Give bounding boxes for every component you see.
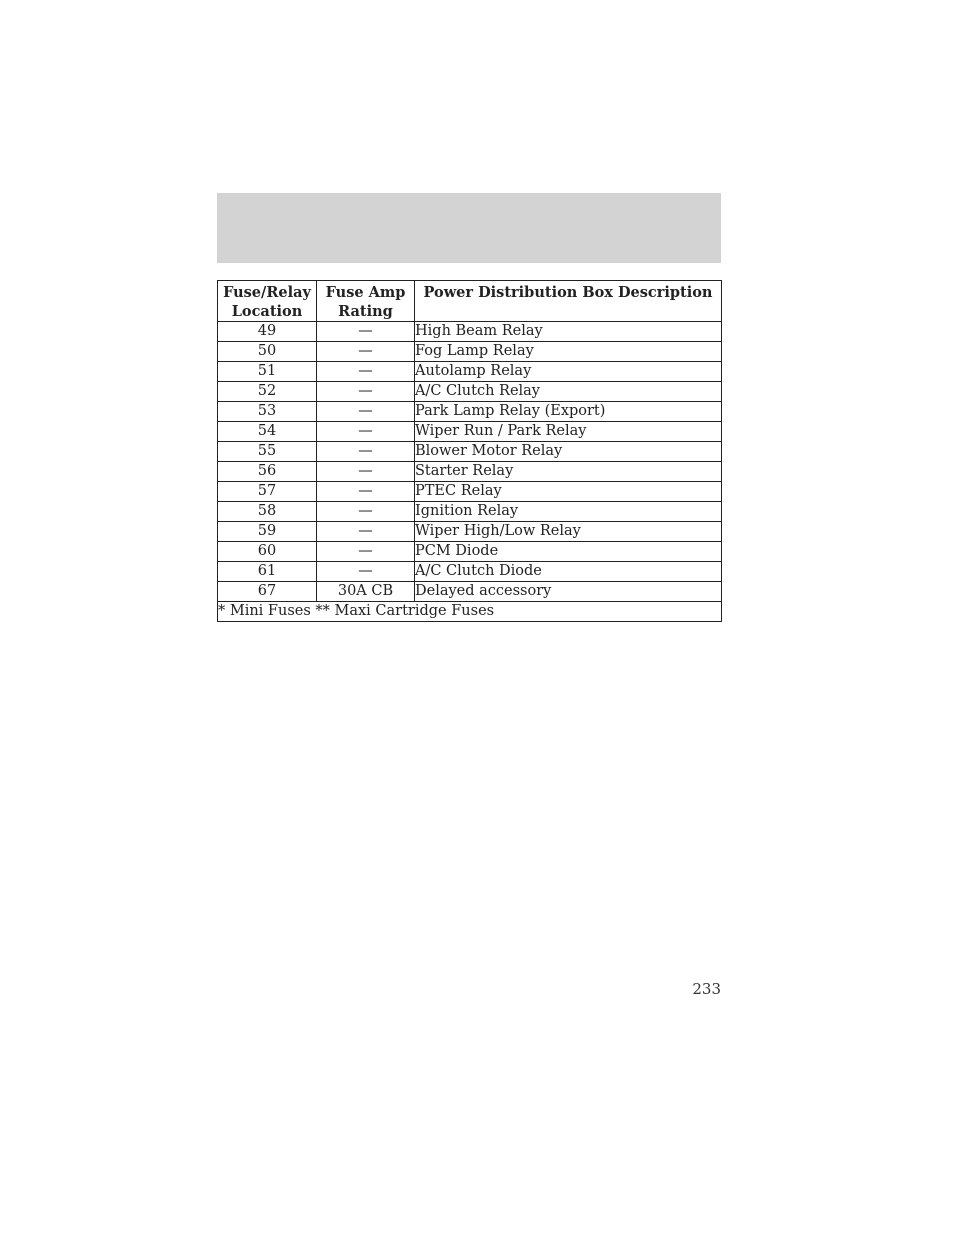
description-cell: A/C Clutch Diode [415, 562, 722, 582]
location-cell: 60 [218, 542, 317, 562]
table-row [218, 322, 722, 342]
amp-rating-cell: — [317, 482, 415, 502]
location-cell: 61 [218, 562, 317, 582]
section-header-band [217, 193, 721, 263]
table-row [218, 462, 722, 482]
description-cell: Autolamp Relay [415, 362, 722, 382]
description-cell: Fog Lamp Relay [415, 342, 722, 362]
location-cell: 50 [218, 342, 317, 362]
column-header-description: Power Distribution Box Description [415, 281, 722, 322]
location-cell: 56 [218, 462, 317, 482]
description-cell: Blower Motor Relay [415, 442, 722, 462]
location-cell: 59 [218, 522, 317, 542]
table-row [218, 382, 722, 402]
location-cell: 49 [218, 322, 317, 342]
description-cell: A/C Clutch Relay [415, 382, 722, 402]
table-row [218, 482, 722, 502]
location-cell: 51 [218, 362, 317, 382]
table-footnote-row [218, 602, 722, 622]
location-cell: 57 [218, 482, 317, 502]
description-cell: Park Lamp Relay (Export) [415, 402, 722, 422]
fuse-relay-table [217, 280, 722, 622]
amp-rating-cell: — [317, 502, 415, 522]
location-cell: 54 [218, 422, 317, 442]
description-cell: Starter Relay [415, 462, 722, 482]
amp-rating-cell: — [317, 322, 415, 342]
column-header-amp-rating: Fuse Amp Rating [317, 281, 415, 322]
amp-rating-cell: — [317, 422, 415, 442]
amp-rating-cell: — [317, 362, 415, 382]
column-header-location: Fuse/Relay Location [218, 281, 317, 322]
location-cell: 53 [218, 402, 317, 422]
table-row [218, 422, 722, 442]
table-row [218, 502, 722, 522]
table-footnote: * Mini Fuses ** Maxi Cartridge Fuses [218, 602, 722, 622]
table-row [218, 582, 722, 602]
amp-rating-cell: — [317, 342, 415, 362]
table-header-row [218, 281, 722, 322]
table-row [218, 342, 722, 362]
location-cell: 58 [218, 502, 317, 522]
amp-rating-cell: 30A CB [317, 582, 415, 602]
description-cell: Delayed accessory [415, 582, 722, 602]
amp-rating-cell: — [317, 442, 415, 462]
page-number: 233 [692, 980, 721, 998]
table-row [218, 362, 722, 382]
location-cell: 55 [218, 442, 317, 462]
table-row [218, 442, 722, 462]
description-cell: Wiper Run / Park Relay [415, 422, 722, 442]
table-row [218, 522, 722, 542]
table-row [218, 542, 722, 562]
amp-rating-cell: — [317, 542, 415, 562]
description-cell: Wiper High/Low Relay [415, 522, 722, 542]
amp-rating-cell: — [317, 382, 415, 402]
amp-rating-cell: — [317, 562, 415, 582]
description-cell: PCM Diode [415, 542, 722, 562]
table-row [218, 562, 722, 582]
amp-rating-cell: — [317, 402, 415, 422]
amp-rating-cell: — [317, 462, 415, 482]
description-cell: Ignition Relay [415, 502, 722, 522]
table-row [218, 402, 722, 422]
location-cell: 52 [218, 382, 317, 402]
location-cell: 67 [218, 582, 317, 602]
description-cell: PTEC Relay [415, 482, 722, 502]
amp-rating-cell: — [317, 522, 415, 542]
description-cell: High Beam Relay [415, 322, 722, 342]
